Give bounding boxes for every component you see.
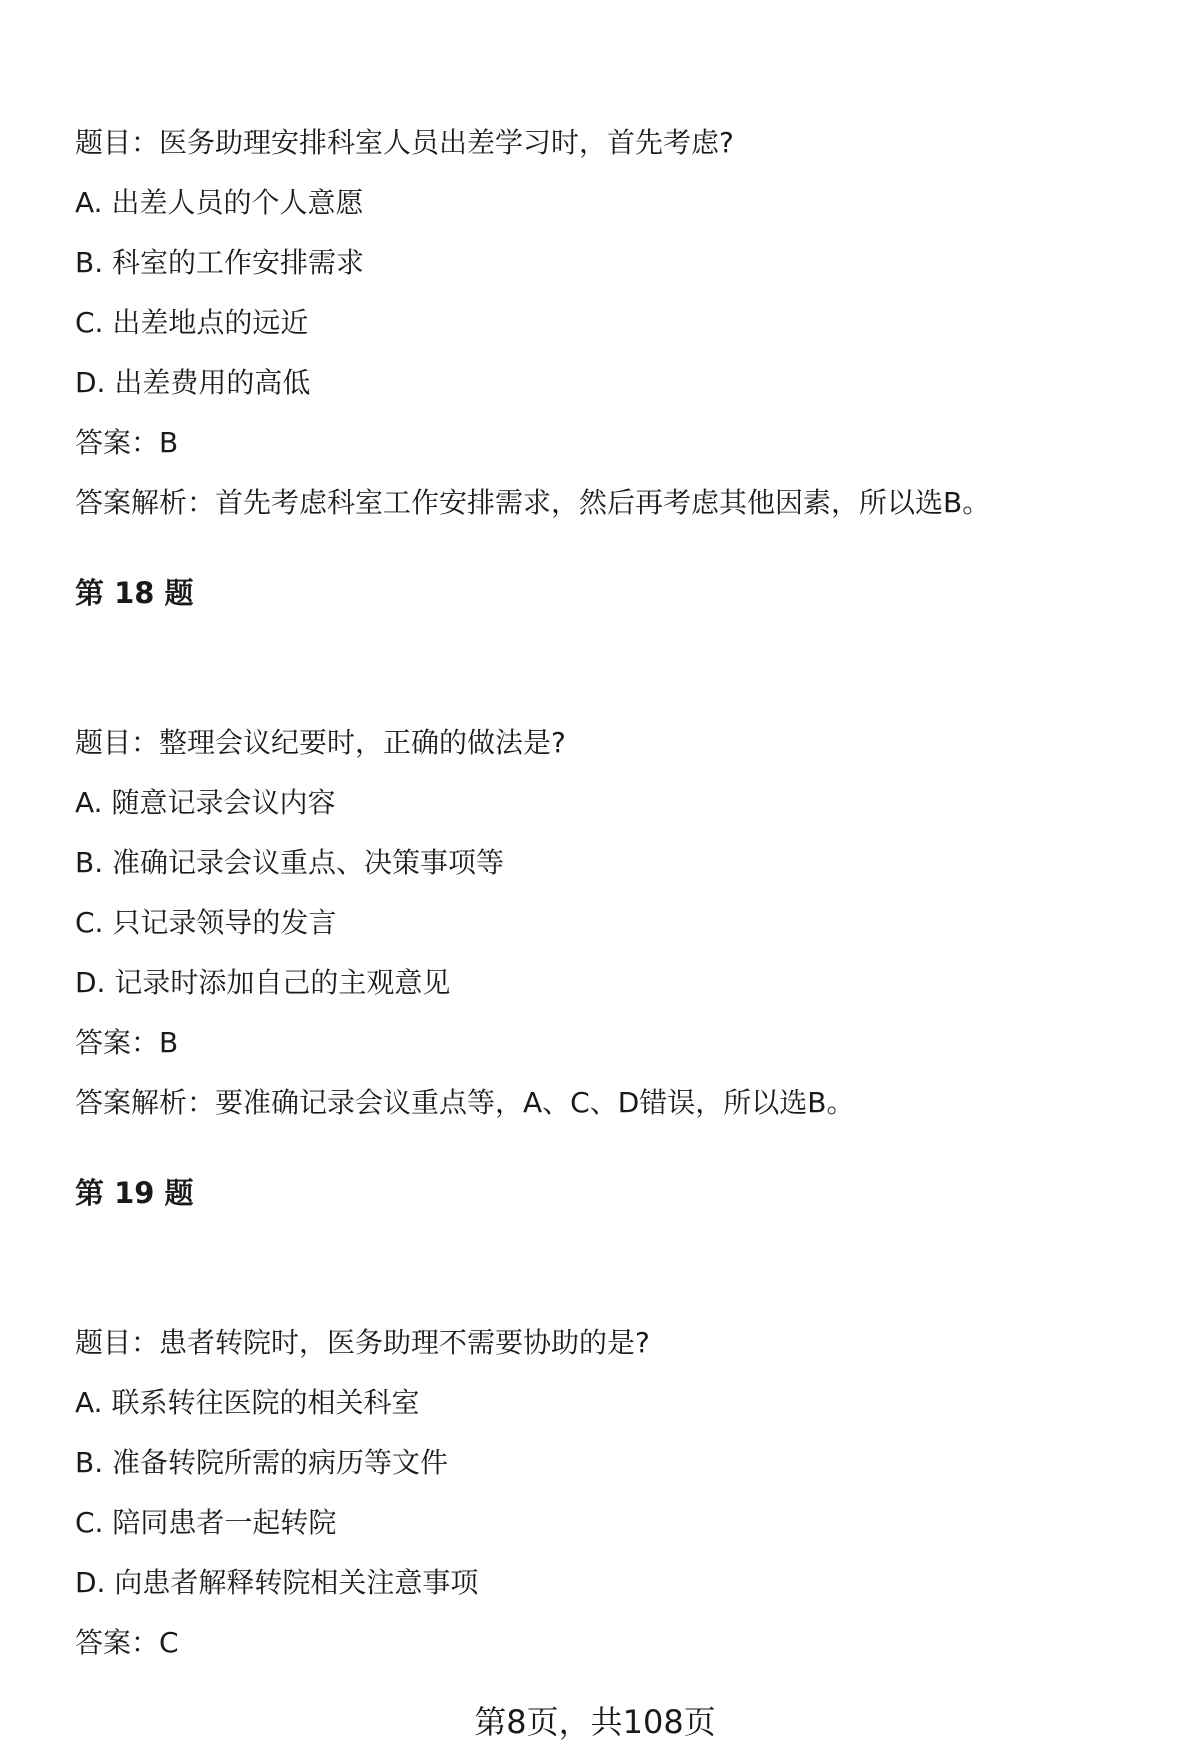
option-c: C. 只记录领导的发言 <box>75 906 337 939</box>
option-c: C. 陪同患者一起转院 <box>75 1506 337 1539</box>
question-text: 题目：医务助理安排科室人员出差学习时，首先考虑? <box>75 126 734 159</box>
option-b: B. 准确记录会议重点、决策事项等 <box>75 846 505 879</box>
question-text: 题目：患者转院时，医务助理不需要协助的是? <box>75 1326 650 1359</box>
question-heading-19: 第 19 题 <box>75 1176 194 1210</box>
question-heading-18: 第 18 题 <box>75 576 194 610</box>
option-b: B. 准备转院所需的病历等文件 <box>75 1446 449 1479</box>
answer-explanation: 答案解析：首先考虑科室工作安排需求，然后再考虑其他因素，所以选B。 <box>75 486 991 519</box>
option-d: D. 记录时添加自己的主观意见 <box>75 966 451 999</box>
option-b: B. 科室的工作安排需求 <box>75 246 365 279</box>
answer-text: 答案：C <box>75 1626 179 1659</box>
answer-explanation: 答案解析：要准确记录会议重点等，A、C、D错误，所以选B。 <box>75 1086 855 1119</box>
page-indicator: 第8页，共108页 <box>474 1703 716 1741</box>
option-d: D. 出差费用的高低 <box>75 366 311 399</box>
option-c: C. 出差地点的远近 <box>75 306 309 339</box>
option-a: A. 出差人员的个人意愿 <box>75 186 364 219</box>
option-a: A. 联系转往医院的相关科室 <box>75 1386 420 1419</box>
option-d: D. 向患者解释转院相关注意事项 <box>75 1566 479 1599</box>
answer-text: 答案：B <box>75 1026 179 1059</box>
option-a: A. 随意记录会议内容 <box>75 786 336 819</box>
question-text: 题目：整理会议纪要时，正确的做法是? <box>75 726 566 759</box>
answer-text: 答案：B <box>75 426 179 459</box>
